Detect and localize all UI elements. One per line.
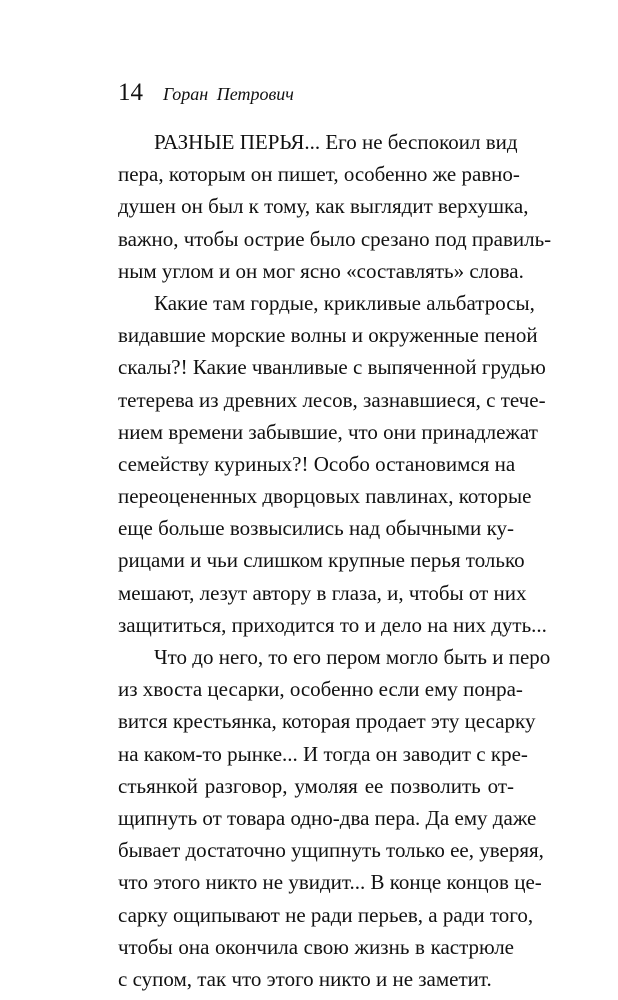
text-line: еще больше возвысились над обычными ку- [118,516,514,541]
text-line: скалы?! Какие чванливые с выпяченной грудью [118,355,546,380]
running-head-author: Горан Петрович [163,84,294,104]
text-line: видавшие морские волны и окруженные пеной [118,323,538,348]
text-line: нием времени забывшие, что они принадлежат [118,419,538,444]
page-header [118,78,294,108]
text-line: на каком-то рынке... И тогда он заводит с кре- [118,741,528,766]
text-line: ным углом и он мог ясно «составлять» слова. [118,258,524,283]
text-line: из хвоста цесарки, особенно если ему понра- [118,677,523,702]
text-line: Что до него, то его пером могло быть и перо [154,645,551,669]
text-line: с супом, так что этого никто и не заметит. [118,966,492,991]
text-line: тетерева из древних лесов, зазнавшиеся, с тече- [118,387,546,412]
page-number: 14 [118,79,143,106]
text-line: защититься, приходится то и дело на них дуть... [118,612,547,637]
text-line: семейству куриных?! Особо остановимся на [118,451,516,476]
text-line: важно, чтобы острие было срезано под правиль- [118,226,552,251]
text-line: РАЗНЫЕ ПЕРЬЯ... Его не беспокоил вид [154,130,518,154]
text-line: душен он был к тому, как выглядит верхушка, [118,194,529,219]
body-text [118,126,552,995]
text-line: стьянкой разговор, умоляя ее позволить от- [118,773,514,798]
text-line: что этого никто не увидит... В конце концов це- [118,870,542,895]
text-line: переоцененных дворцовых павлинах, которые [118,484,532,509]
text-line: вится крестьянка, которая продает эту цесарку [118,709,536,734]
text-line: чтобы она окончила свою жизнь в кастрюле [118,934,514,959]
text-line: мешают, лезут автору в глаза, и, чтобы от них [118,580,527,605]
text-line: Какие там гордые, крикливые альбатросы, [154,290,535,315]
text-line: бывает достаточно ущипнуть только ее, уверяя, [118,838,544,863]
text-line: рицами и чьи слишком крупные перья только [118,548,525,573]
text-line: пера, которым он пишет, особенно же равно- [118,162,520,187]
text-line: щипнуть от товара одно-два пера. Да ему даже [118,805,537,830]
text-line: сарку ощипывают не ради перьев, а ради того, [118,902,534,927]
